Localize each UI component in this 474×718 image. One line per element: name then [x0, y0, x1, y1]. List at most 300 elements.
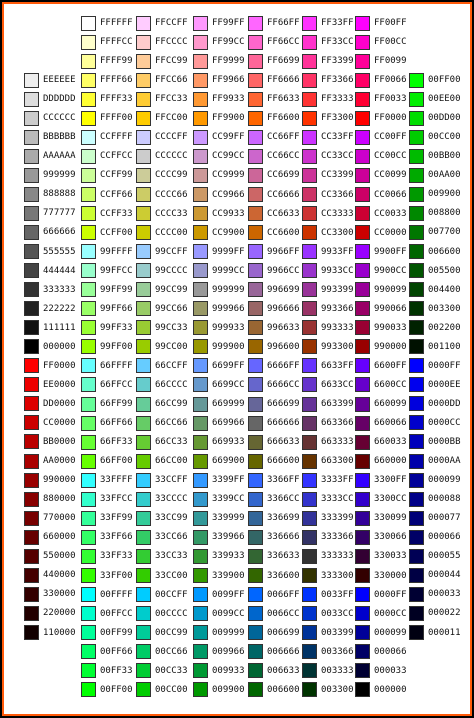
color-entry — [24, 128, 76, 146]
color-swatch — [409, 244, 424, 259]
color-entry — [81, 376, 133, 394]
color-hex-label: 0000DD — [428, 398, 461, 409]
color-hex-label: 0000CC — [374, 608, 407, 619]
color-swatch — [302, 587, 317, 602]
color-entry — [193, 452, 245, 470]
color-swatch — [136, 73, 151, 88]
color-swatch — [355, 377, 370, 392]
color-entry — [24, 338, 76, 356]
color-hex-label: FF0000 — [374, 113, 407, 124]
color-entry — [302, 319, 354, 337]
color-entry — [136, 224, 188, 242]
color-hex-label: 330033 — [374, 551, 407, 562]
color-entry — [302, 109, 354, 127]
color-swatch — [24, 168, 39, 183]
color-swatch — [193, 377, 208, 392]
color-swatch — [193, 282, 208, 297]
color-swatch — [248, 16, 263, 31]
color-entry — [409, 528, 461, 546]
color-swatch — [409, 492, 424, 507]
color-swatch — [81, 358, 96, 373]
color-swatch — [136, 149, 151, 164]
color-hex-label: FF0033 — [374, 94, 407, 105]
color-swatch — [409, 568, 424, 583]
color-swatch — [355, 473, 370, 488]
color-hex-label: 220000 — [43, 608, 76, 619]
color-hex-label: 33FF33 — [100, 551, 133, 562]
color-hex-label: 999999 — [212, 284, 245, 295]
color-swatch — [409, 358, 424, 373]
color-entry — [81, 205, 133, 223]
color-swatch — [248, 606, 263, 621]
color-hex-label: FF0000 — [43, 360, 76, 371]
color-swatch — [81, 111, 96, 126]
color-hex-label: FF9933 — [212, 94, 245, 105]
color-hex-label: 00DD00 — [428, 113, 461, 124]
color-hex-label: 663300 — [321, 456, 354, 467]
color-entry — [193, 586, 245, 604]
color-hex-label: FFCC99 — [155, 56, 188, 67]
color-hex-label: 999999 — [43, 170, 76, 181]
color-entry — [409, 223, 461, 241]
color-hex-label: 66CC33 — [155, 437, 188, 448]
color-hex-label: 9933FF — [321, 246, 354, 257]
color-swatch — [81, 73, 96, 88]
color-swatch — [248, 301, 263, 316]
color-entry — [355, 262, 407, 280]
color-swatch — [409, 111, 424, 126]
color-hex-label: 330099 — [374, 513, 407, 524]
color-swatch — [193, 73, 208, 88]
color-entry — [24, 547, 76, 565]
color-hex-label: CC3399 — [321, 170, 354, 181]
color-hex-label: 00FF99 — [100, 627, 133, 638]
color-entry — [409, 262, 461, 280]
color-hex-label: 006600 — [267, 684, 300, 695]
color-swatch — [81, 320, 96, 335]
color-hex-label: 000000 — [374, 684, 407, 695]
color-entry — [136, 681, 188, 699]
color-swatch — [409, 511, 424, 526]
color-entry — [355, 109, 407, 127]
color-hex-label: CCCC66 — [155, 189, 188, 200]
color-swatch — [248, 339, 263, 354]
color-swatch — [193, 511, 208, 526]
color-hex-label: 666666 — [267, 418, 300, 429]
color-swatch — [248, 530, 263, 545]
color-swatch — [193, 130, 208, 145]
color-hex-label: CC3333 — [321, 208, 354, 219]
color-swatch — [355, 587, 370, 602]
color-swatch — [193, 244, 208, 259]
color-hex-label: CC33FF — [321, 132, 354, 143]
color-hex-label: 66FFCC — [100, 379, 133, 390]
color-hex-label: CCCCCC — [155, 151, 188, 162]
color-swatch — [302, 492, 317, 507]
color-hex-label: 000033 — [374, 665, 407, 676]
color-entry — [409, 128, 461, 146]
color-hex-label: CCFF00 — [100, 227, 133, 238]
color-entry — [248, 262, 300, 280]
color-swatch — [136, 206, 151, 221]
color-hex-label: 993300 — [321, 341, 354, 352]
color-hex-label: 33FFFF — [100, 475, 133, 486]
color-entry — [248, 643, 300, 661]
color-entry — [193, 71, 245, 89]
color-hex-label: CC3300 — [321, 227, 354, 238]
color-swatch — [193, 92, 208, 107]
color-swatch — [355, 54, 370, 69]
color-swatch — [136, 282, 151, 297]
color-swatch — [409, 549, 424, 564]
color-hex-label: FF3300 — [321, 113, 354, 124]
color-entry — [24, 185, 76, 203]
color-entry — [355, 281, 407, 299]
color-swatch — [409, 149, 424, 164]
color-hex-label: 33CC00 — [155, 570, 188, 581]
color-entry — [302, 414, 354, 432]
color-swatch — [193, 16, 208, 31]
color-entry — [193, 243, 245, 261]
color-entry — [81, 624, 133, 642]
color-entry — [136, 547, 188, 565]
color-hex-label: 00FFFF — [100, 589, 133, 600]
color-hex-label: 339999 — [212, 513, 245, 524]
color-swatch — [248, 187, 263, 202]
color-entry — [193, 395, 245, 413]
color-entry — [24, 452, 76, 470]
color-hex-label: 66CC99 — [155, 399, 188, 409]
color-swatch — [24, 492, 39, 507]
color-entry — [302, 509, 354, 527]
color-entry — [409, 243, 461, 261]
color-swatch — [409, 377, 424, 392]
color-hex-label: 333333 — [43, 284, 76, 295]
color-hex-label: 990000 — [374, 341, 407, 352]
color-hex-label: 6633CC — [321, 379, 354, 390]
color-swatch — [136, 358, 151, 373]
color-hex-label: 33CC33 — [155, 551, 188, 562]
color-swatch — [136, 530, 151, 545]
color-hex-label: FF0099 — [374, 56, 407, 67]
color-entry — [355, 52, 407, 70]
color-hex-label: 003333 — [321, 665, 354, 676]
color-entry — [136, 14, 188, 32]
color-entry — [193, 33, 245, 51]
color-entry — [136, 662, 188, 680]
color-swatch — [193, 663, 208, 678]
color-swatch — [248, 663, 263, 678]
color-entry — [409, 300, 461, 318]
color-entry — [136, 52, 188, 70]
color-hex-label: 99FFFF — [100, 246, 133, 257]
color-hex-label: 009900 — [212, 684, 245, 695]
color-swatch — [193, 263, 208, 278]
color-hex-label: 001100 — [428, 341, 461, 352]
color-entry — [355, 605, 407, 623]
color-hex-label: 004400 — [428, 284, 461, 295]
color-entry — [81, 319, 133, 337]
color-swatch — [248, 644, 263, 659]
color-swatch — [81, 168, 96, 183]
color-hex-label: 006633 — [267, 665, 300, 676]
color-entry — [24, 262, 76, 280]
color-swatch — [248, 54, 263, 69]
color-entry — [193, 338, 245, 356]
color-swatch — [24, 92, 39, 107]
color-entry — [136, 300, 188, 318]
color-swatch — [81, 187, 96, 202]
color-swatch — [248, 35, 263, 50]
color-entry — [24, 300, 76, 318]
color-entry — [81, 509, 133, 527]
color-swatch — [136, 225, 151, 240]
color-entry — [248, 90, 300, 108]
color-hex-label: 663333 — [321, 437, 354, 448]
color-hex-label: EE0000 — [43, 379, 76, 390]
color-entry — [355, 147, 407, 165]
color-hex-label: 0066CC — [267, 608, 300, 619]
color-entry — [81, 109, 133, 127]
color-swatch — [136, 92, 151, 107]
color-hex-label: 110000 — [43, 627, 76, 638]
color-swatch — [409, 301, 424, 316]
color-swatch — [136, 263, 151, 278]
color-entry — [136, 243, 188, 261]
color-hex-label: CC0000 — [374, 227, 407, 238]
color-entry — [355, 643, 407, 661]
color-swatch — [248, 549, 263, 564]
color-entry — [136, 586, 188, 604]
color-swatch — [136, 473, 151, 488]
color-entry — [193, 547, 245, 565]
color-entry — [24, 528, 76, 546]
color-swatch — [193, 397, 208, 412]
color-entry — [136, 109, 188, 127]
color-entry — [248, 376, 300, 394]
color-hex-label: 99CC33 — [155, 322, 188, 333]
color-entry — [24, 414, 76, 432]
color-swatch — [24, 225, 39, 240]
color-swatch — [355, 187, 370, 202]
color-hex-label: 222222 — [43, 303, 76, 314]
color-hex-label: 00FFCC — [100, 608, 133, 619]
color-entry — [24, 147, 76, 165]
color-hex-label: 66CC00 — [155, 456, 188, 467]
color-entry — [248, 147, 300, 165]
color-hex-label: 000066 — [428, 532, 461, 543]
color-hex-label: 996699 — [267, 284, 300, 295]
color-hex-label: 111111 — [43, 322, 76, 333]
color-entry — [24, 376, 76, 394]
color-swatch — [136, 320, 151, 335]
color-swatch — [81, 130, 96, 145]
color-hex-label: 993333 — [321, 322, 354, 333]
color-entry — [355, 357, 407, 375]
color-swatch — [355, 282, 370, 297]
color-entry — [302, 490, 354, 508]
color-hex-label: FFCC33 — [155, 94, 188, 105]
color-entry — [81, 128, 133, 146]
color-swatch — [302, 511, 317, 526]
color-hex-label: FF66FF — [267, 18, 300, 28]
color-swatch — [355, 339, 370, 354]
color-swatch — [355, 625, 370, 640]
color-entry — [355, 547, 407, 565]
color-swatch — [136, 301, 151, 316]
color-hex-label: 333366 — [321, 532, 354, 543]
color-entry — [193, 605, 245, 623]
color-hex-label: 99CC00 — [155, 341, 188, 352]
color-swatch — [302, 263, 317, 278]
color-swatch — [355, 492, 370, 507]
color-entry — [193, 128, 245, 146]
color-swatch — [81, 492, 96, 507]
color-entry — [355, 205, 407, 223]
color-entry — [409, 509, 461, 527]
color-hex-label: 663399 — [321, 399, 354, 409]
color-swatch — [355, 130, 370, 145]
color-hex-label: CC0099 — [374, 170, 407, 181]
color-hex-label: 990033 — [374, 322, 407, 333]
color-entry — [193, 109, 245, 127]
color-swatch — [193, 568, 208, 583]
color-swatch — [302, 92, 317, 107]
color-hex-label: 336633 — [267, 551, 300, 562]
color-entry — [248, 395, 300, 413]
color-hex-label: 880000 — [43, 494, 76, 505]
color-entry — [81, 90, 133, 108]
color-hex-label: 3333FF — [321, 475, 354, 486]
color-entry — [193, 90, 245, 108]
color-swatch — [248, 92, 263, 107]
color-swatch — [355, 225, 370, 240]
color-entry — [248, 128, 300, 146]
color-hex-label: FFCC00 — [155, 113, 188, 124]
color-entry — [193, 319, 245, 337]
color-entry — [302, 662, 354, 680]
color-swatch — [302, 16, 317, 31]
color-hex-label: 333399 — [321, 513, 354, 524]
color-hex-label: 999966 — [212, 303, 245, 314]
color-swatch — [248, 377, 263, 392]
color-hex-label: 0000FF — [374, 589, 407, 600]
color-hex-label: 33FF00 — [100, 570, 133, 581]
color-swatch — [24, 73, 39, 88]
color-hex-label: 00FF33 — [100, 665, 133, 676]
color-hex-label: 000099 — [374, 627, 407, 638]
color-swatch — [81, 682, 96, 697]
color-hex-label: CCCC00 — [155, 227, 188, 238]
color-hex-label: 99FF66 — [100, 303, 133, 314]
color-hex-label: 996633 — [267, 322, 300, 333]
color-hex-label: 99FF33 — [100, 322, 133, 333]
color-swatch — [355, 454, 370, 469]
color-swatch — [193, 187, 208, 202]
color-entry — [248, 605, 300, 623]
color-entry — [81, 166, 133, 184]
color-hex-label: FFCCFF — [155, 18, 188, 28]
color-entry — [81, 681, 133, 699]
color-swatch — [409, 92, 424, 107]
color-swatch — [24, 454, 39, 469]
color-swatch — [81, 35, 96, 50]
color-swatch — [355, 549, 370, 564]
color-entry — [24, 71, 76, 89]
color-entry — [24, 223, 76, 241]
color-hex-label: 3366FF — [267, 475, 300, 486]
color-entry — [81, 52, 133, 70]
color-swatch — [302, 549, 317, 564]
color-hex-label: 999900 — [212, 341, 245, 352]
color-entry — [81, 586, 133, 604]
color-swatch — [409, 168, 424, 183]
color-entry — [248, 71, 300, 89]
color-entry — [136, 433, 188, 451]
color-swatch — [302, 530, 317, 545]
color-hex-label: 007700 — [428, 227, 461, 238]
color-hex-label: 33CCCC — [155, 494, 188, 505]
color-swatch — [302, 358, 317, 373]
color-hex-label: 333300 — [321, 570, 354, 581]
color-swatch — [355, 244, 370, 259]
color-entry — [193, 376, 245, 394]
color-hex-label: 33CC99 — [155, 513, 188, 524]
color-swatch — [136, 397, 151, 412]
color-hex-label: 0099CC — [212, 608, 245, 619]
color-entry — [248, 433, 300, 451]
color-hex-label: 00CCFF — [155, 589, 188, 600]
color-hex-label: 0066FF — [267, 589, 300, 600]
color-hex-label: FF6633 — [267, 94, 300, 105]
color-entry — [248, 14, 300, 32]
color-entry — [355, 414, 407, 432]
color-hex-label: 006699 — [267, 627, 300, 638]
color-entry — [81, 452, 133, 470]
color-hex-label: 00BB00 — [428, 151, 461, 162]
color-hex-label: CC00FF — [374, 132, 407, 143]
color-hex-label: 33CCFF — [155, 475, 188, 486]
color-swatch — [24, 339, 39, 354]
color-entry — [24, 395, 76, 413]
color-entry — [81, 71, 133, 89]
color-swatch — [81, 282, 96, 297]
color-entry — [136, 509, 188, 527]
color-entry — [302, 90, 354, 108]
color-swatch — [81, 244, 96, 259]
color-hex-label: 550000 — [43, 551, 76, 562]
color-entry — [409, 71, 461, 89]
color-swatch — [81, 549, 96, 564]
color-hex-label: 66CC66 — [155, 418, 188, 429]
color-entry — [355, 224, 407, 242]
color-swatch — [248, 225, 263, 240]
color-swatch — [248, 587, 263, 602]
color-swatch — [302, 73, 317, 88]
color-swatch — [409, 130, 424, 145]
color-hex-label: 888888 — [43, 189, 76, 200]
color-hex-label: 990000 — [43, 475, 76, 486]
color-swatch — [248, 511, 263, 526]
color-entry — [302, 586, 354, 604]
color-entry — [193, 14, 245, 32]
color-entry — [136, 186, 188, 204]
color-swatch — [81, 511, 96, 526]
color-entry — [302, 14, 354, 32]
color-swatch — [24, 549, 39, 564]
color-entry — [81, 281, 133, 299]
color-hex-label: 66FFFF — [100, 360, 133, 371]
